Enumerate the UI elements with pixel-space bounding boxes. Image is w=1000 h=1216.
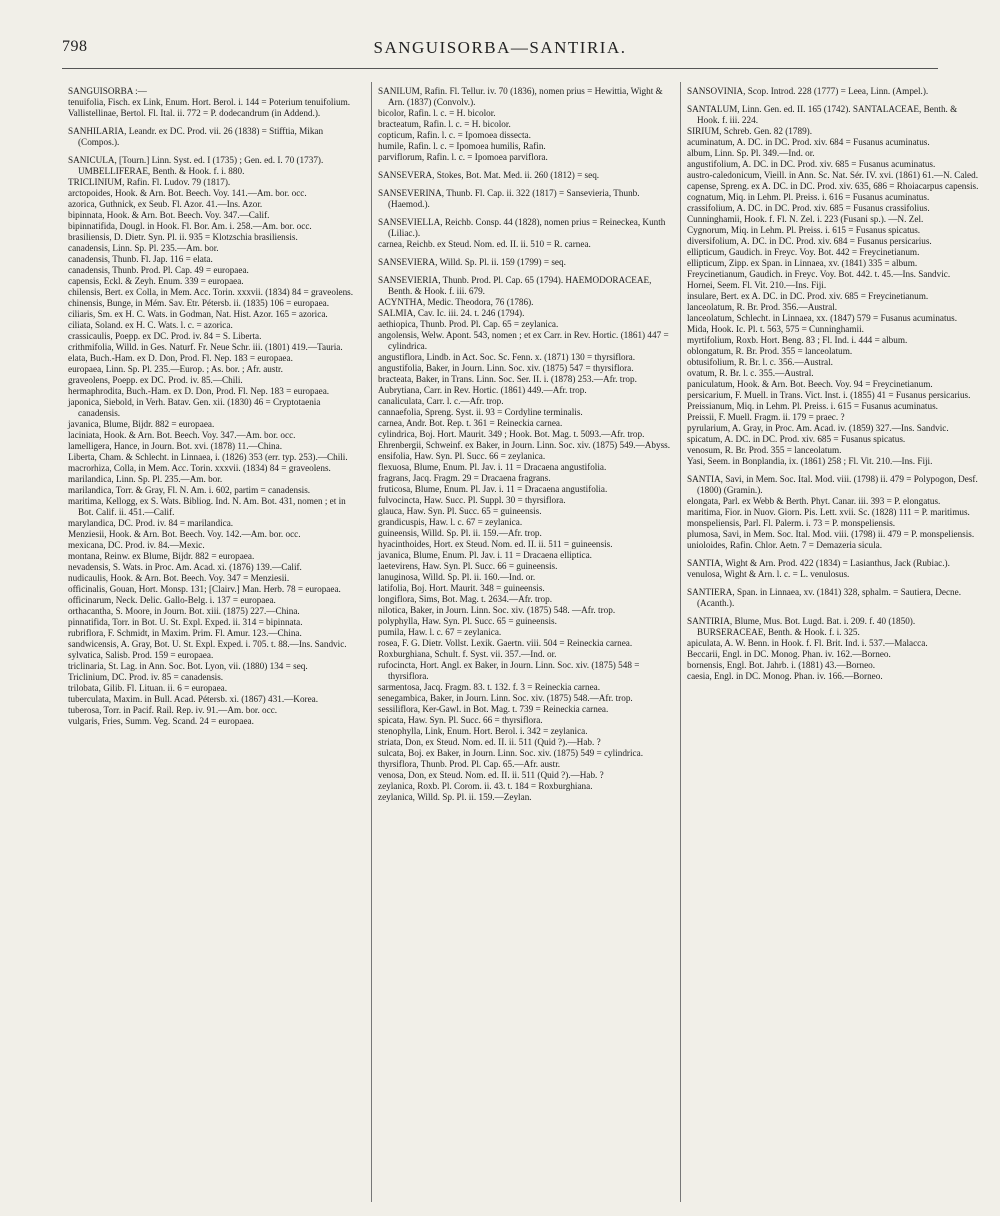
entry-line: diversifolium, A. DC. in DC. Prod. xiv. 684 = Fusanus persicarius. xyxy=(687,236,932,246)
entry-line: flexuosa, Blume, Enum. Pl. Jav. i. 11 = Dracaena angustifolia. xyxy=(378,462,607,472)
entry-line: SIRIUM, Schreb. Gen. 82 (1789). xyxy=(687,126,813,136)
entry-line: venulosa, Wight & Arn. l. c. = L. venulosus. xyxy=(687,569,850,579)
entry-line: austro-caledonicum, Vieill. in Ann. Sc. Nat. Sér. IV. xvi. (1861) 61.—N. Caled. xyxy=(687,170,979,180)
entry-line: canaliculata, Carr. l. c.—Afr. trop. xyxy=(378,396,504,406)
entry-line: Ehrenbergii, Schweinf. ex Baker, in Journ. Linn. Soc. xiv. (1875) 549.—Abyss. xyxy=(378,440,671,450)
entry-line: trilobata, Gilib. Fl. Lituan. ii. 6 = europaea. xyxy=(68,683,228,693)
entry-line: bracteata, Baker, in Trans. Linn. Soc. Ser. II. i. (1878) 253.—Afr. trop. xyxy=(378,374,637,384)
entry-line: cannaefolia, Spreng. Syst. ii. 93 = Cordyline terminalis. xyxy=(378,407,583,417)
entry-line: nudicaulis, Hook. & Arn. Bot. Beech. Voy. 347 = Menziesii. xyxy=(68,573,290,583)
entry-line: unioloides, Rafin. Chlor. Aetn. 7 = Demazeria sicula. xyxy=(687,540,883,550)
entry-line: fragrans, Jacq. Fragm. 29 = Dracaena fragrans. xyxy=(378,473,551,483)
entry-line: bornensis, Engl. Bot. Jahrb. i. (1881) 43.—Borneo. xyxy=(687,660,876,670)
entry-line: capensis, Eckl. & Zeyh. Enum. 339 = europaea. xyxy=(68,276,244,286)
entry-line: cognatum, Miq. in Lehm. Pl. Preiss. i. 616 = Fusanus acuminatus. xyxy=(687,192,930,202)
entry-line: Preissianum, Miq. in Lehm. Pl. Preiss. i. 615 = Fusanus acuminatus. xyxy=(687,401,938,411)
entry-line: thyrsiflora, Thunb. Prod. Pl. Cap. 65.—Afr. austr. xyxy=(378,759,561,769)
entry-line: pinnatifida, Torr. in Bot. U. St. Expl. Exped. ii. 314 = bipinnata. xyxy=(68,617,303,627)
entry-line: brasiliensis, D. Dietr. Syn. Pl. ii. 935 = Klotzschia brasiliensis. xyxy=(68,232,298,242)
entry-line: acuminatum, A. DC. in DC. Prod. xiv. 684 = Fusanus acuminatus. xyxy=(687,137,930,147)
column-middle xyxy=(371,82,680,1202)
page-number: 798 xyxy=(62,38,88,55)
entry-line: officinalis, Gouan, Hort. Monsp. 131; [Clairv.] Man. Herb. 78 = europaea. xyxy=(68,584,341,594)
entry-line: parviflorum, Rafin. l. c. = Ipomoea parviflora. xyxy=(378,152,548,162)
entry-line: ellipticum, Zipp. ex Span. in Linnaea, xv. (1841) 335 = album. xyxy=(687,258,918,268)
entry-line: zeylanica, Willd. Sp. Pl. ii. 159.—Zeylan. xyxy=(378,792,532,802)
entry-line: stenophylla, Link, Enum. Hort. Berol. i. 342 = zeylanica. xyxy=(378,726,588,736)
entry-line: crassicaulis, Poepp. ex DC. Prod. iv. 84 = S. Liberta. xyxy=(68,331,262,341)
entry-line: tuberosa, Torr. in Pacif. Rail. Rep. iv. 91.—Am. bor. occ. xyxy=(68,705,278,715)
entry-line: aethiopica, Thunb. Prod. Pl. Cap. 65 = zeylanica. xyxy=(378,319,559,329)
entry-line: cylindrica, Boj. Hort. Maurit. 349 ; Hook. Bot. Mag. t. 5093.—Afr. trop. xyxy=(378,429,645,439)
entry-line: ensifolia, Haw. Syn. Pl. Succ. 66 = zeylanica. xyxy=(378,451,546,461)
entry-line: ellipticum, Gaudich. in Freyc. Voy. Bot. 442 = Freycinetianum. xyxy=(687,247,920,257)
entry-line: javanica, Blume, Bijdr. 882 = europaea. xyxy=(68,419,215,429)
entry-line: elata, Buch.-Ham. ex D. Don, Prod. Fl. Nep. 183 = europaea. xyxy=(68,353,293,363)
entry-line: angustifolia, Baker, in Journ. Linn. Soc. xiv. (1875) 547 = thyrsiflora. xyxy=(378,363,634,373)
entry-line: carnea, Reichb. ex Steud. Nom. ed. II. ii. 510 = R. carnea. xyxy=(378,239,591,249)
entry-line: oblongatum, R. Br. Prod. 355 = lanceolatum. xyxy=(687,346,853,356)
entry-line: vulgaris, Fries, Summ. Veg. Scand. 24 = europaea. xyxy=(68,716,254,726)
entry-line: carnea, Andr. Bot. Rep. t. 361 = Reineckia carnea. xyxy=(378,418,563,428)
entry-line: SANICULA, [Tourn.] Linn. Syst. ed. I (1735) ; Gen. ed. I. 70 (1737). UMBELLIFERAE, Benth. & Hook. f. i. 880. xyxy=(68,155,324,176)
entry-line: sarmentosa, Jacq. Fragm. 83. t. 132. f. 3 = Reineckia carnea. xyxy=(378,682,601,692)
entry-line: Cunninghamii, Hook. f. Fl. N. Zel. i. 223 (Fusani sp.). —N. Zel. xyxy=(687,214,924,224)
entry-line: fulvocincta, Haw. Succ. Pl. Suppl. 30 = thyrsiflora. xyxy=(378,495,566,505)
entry-line: SANTIRIA, Blume, Mus. Bot. Lugd. Bat. i. 209. f. 40 (1850). BURSERACEAE, Benth. & Hook. f. i. 325. xyxy=(687,616,916,637)
entry-line: copticum, Rafin. l. c. = Ipomoea dissecta. xyxy=(378,130,531,140)
entry-line: plumosa, Savi, in Mem. Soc. Ital. Mod. viii. (1798) ii. 479 = P. monspeliensis. xyxy=(687,529,975,539)
entry-line: SANSEVIERIA, Thunb. Prod. Pl. Cap. 65 (1794). HAEMODORACEAE, Benth. & Hook. f. iii. 679. xyxy=(378,275,652,296)
entry-line: Preissii, F. Muell. Fragm. ii. 179 = praec. ? xyxy=(687,412,845,422)
entry-line: macrorhiza, Colla, in Mem. Acc. Torin. xxxvii. (1834) 84 = graveolens. xyxy=(68,463,331,473)
entry-line: SALMIA, Cav. Ic. iii. 24. t. 246 (1794). xyxy=(378,308,525,318)
entry-line: persicarium, F. Muell. in Trans. Vict. Inst. i. (1855) 41 = Fusanus persicarius. xyxy=(687,390,971,400)
entry-line: venosa, Don, ex Steud. Nom. ed. II. ii. 511 (Quid ?).—Hab. ? xyxy=(378,770,604,780)
entry-line: humile, Rafin. l. c. = Ipomoea humilis, Rafin. xyxy=(378,141,546,151)
entry-line: arctopoides, Hook. & Arn. Bot. Beech. Voy. 141.—Am. bor. occ. xyxy=(68,188,307,198)
entry-line: spicatum, A. DC. in DC. Prod. xiv. 685 = Fusanus spicatus. xyxy=(687,434,906,444)
entry-line: crithmifolia, Willd. in Ges. Naturf. Fr. Neue Schr. iii. (1801) 419.—Tauria. xyxy=(68,342,343,352)
entry-line: sandwicensis, A. Gray, Bot. U. St. Expl. Exped. i. 705. t. 88.—Ins. Sandvic. xyxy=(68,639,347,649)
entry-line: bicolor, Rafin. l. c. = H. bicolor. xyxy=(378,108,496,118)
entry-line: hermaphrodita, Buch.-Ham. ex D. Don, Prod. Fl. Nep. 183 = europaea. xyxy=(68,386,330,396)
entry-line: officinarum, Neck. Delic. Gallo-Belg. i. 137 = europaea. xyxy=(68,595,276,605)
entry-line: paniculatum, Hook. & Arn. Bot. Beech. Voy. 94 = Freycinetianum. xyxy=(687,379,933,389)
entry-line: SANHILARIA, Leandr. ex DC. Prod. vii. 26 (1838) = Stifftia, Mikan (Compos.). xyxy=(68,126,324,147)
entry-line: graveolens, Poepp. ex DC. Prod. iv. 85.—Chili. xyxy=(68,375,243,385)
entry-line: ciliata, Soland. ex H. C. Wats. l. c. = azorica. xyxy=(68,320,233,330)
entry-line: fruticosa, Blume, Enum. Pl. Jav. i. 11 = Dracaena angustifolia. xyxy=(378,484,608,494)
entry-line: maritima, Kellogg, ex S. Wats. Bibliog. Ind. N. Am. Bot. 431, nomen ; et in Bot. Calif. ii. 451.—Calif. xyxy=(68,496,346,517)
entry-line: sylvatica, Salisb. Prod. 159 = europaea. xyxy=(68,650,214,660)
entry-line: pyrularium, A. Gray, in Proc. Am. Acad. iv. (1859) 327.—Ins. Sandvic. xyxy=(687,423,949,433)
entry-line: marylandica, DC. Prod. iv. 84 = marilandica. xyxy=(68,518,234,528)
entry-line: marilandica, Linn. Sp. Pl. 235.—Am. bor. xyxy=(68,474,223,484)
entry-line: SANTIA, Savi, in Mem. Soc. Ital. Mod. viii. (1798) ii. 479 = Polypogon, Desf. (1800) (Gramin.). xyxy=(687,474,978,495)
column-right xyxy=(680,82,989,1202)
entry-line: lanceolatum, Schlecht. in Linnaea, xx. (1847) 579 = Fusanus acuminatus. xyxy=(687,313,958,323)
text-columns xyxy=(62,82,990,1202)
entry-line: azorica, Guthnick, ex Seub. Fl. Azor. 41.—Ins. Azor. xyxy=(68,199,263,209)
entry-line: hyacinthoides, Hort. ex Steud. Nom. ed. II. ii. 511 = guineensis. xyxy=(378,539,613,549)
entry-line: striata, Don, ex Steud. Nom. ed. II. ii. 511 (Quid ?).—Hab. ? xyxy=(378,737,601,747)
entry-line: bipinnatifida, Dougl. in Hook. Fl. Bor. Am. i. 258.—Am. bor. occ. xyxy=(68,221,312,231)
entry-line: Menziesii, Hook. & Arn. Bot. Beech. Voy. 142.—Am. bor. occ. xyxy=(68,529,301,539)
entry-line: montana, Reinw. ex Blume, Bijdr. 882 = europaea. xyxy=(68,551,255,561)
entry-line: angolensis, Welw. Apont. 543, nomen ; et ex Carr. in Rev. Hortic. (1861) 447 = cylindrica. xyxy=(378,330,669,351)
entry-line: guineensis, Willd. Sp. Pl. ii. 159.—Afr. trop. xyxy=(378,528,542,538)
entry-line: rubriflora, F. Schmidt, in Maxim. Prim. Fl. Amur. 123.—China. xyxy=(68,628,302,638)
entry-line: Vallistellinae, Bertol. Fl. Ital. ii. 772 = P. dodecandrum (in Addend.). xyxy=(68,108,321,118)
entry-line: triclinaria, St. Lag. in Ann. Soc. Bot. Lyon, vii. (1880) 134 = seq. xyxy=(68,661,308,671)
entry-line: Beccarii, Engl. in DC. Monog. Phan. iv. 162.—Borneo. xyxy=(687,649,891,659)
entry-line: laetevirens, Haw. Syn. Pl. Succ. 66 = guineensis. xyxy=(378,561,558,571)
entry-line: lanceolatum, R. Br. Prod. 356.—Austral. xyxy=(687,302,838,312)
entry-line: SANTIA, Wight & Arn. Prod. 422 (1834) = Lasianthus, Jack (Rubiac.). xyxy=(687,558,950,568)
entry-line: album, Linn. Sp. Pl. 349.—Ind. or. xyxy=(687,148,815,158)
entry-line: Roxburghiana, Schult. f. Syst. vii. 357.—Ind. or. xyxy=(378,649,557,659)
entry-line: maritima, Fior. in Nuov. Giorn. Pis. Lett. xvii. Sc. (1828) 111 = P. maritimus. xyxy=(687,507,970,517)
entry-line: angustiflora, Lindb. in Act. Soc. Sc. Fenn. x. (1871) 130 = thyrsiflora. xyxy=(378,352,636,362)
entry-line: pumila, Haw. l. c. 67 = zeylanica. xyxy=(378,627,502,637)
entry-line: apiculata, A. W. Benn. in Hook. f. Fl. Brit. Ind. i. 537.—Malacca. xyxy=(687,638,928,648)
entry-line: SANSEVIELLA, Reichb. Consp. 44 (1828), nomen prius = Reineckea, Kunth (Liliac.). xyxy=(378,217,666,238)
entry-line: Liberta, Cham. & Schlecht. in Linnaea, i. (1826) 353 (err. typ. 253).—Chili. xyxy=(68,452,348,462)
entry-line: Mida, Hook. Ic. Pl. t. 563, 575 = Cunninghamii. xyxy=(687,324,864,334)
entry-line: tenuifolia, Fisch. ex Link, Enum. Hort. Berol. i. 144 = Poterium tenuifolium. xyxy=(68,97,351,107)
entry-line: ovatum, R. Br. l. c. 355.—Austral. xyxy=(687,368,814,378)
entry-line: Cygnorum, Miq. in Lehm. Pl. Preiss. i. 615 = Fusanus spicatus. xyxy=(687,225,921,235)
entry-line: lanuginosa, Willd. Sp. Pl. ii. 160.—Ind. or. xyxy=(378,572,536,582)
entry-line: senegambica, Baker, in Journ. Linn. Soc. xiv. (1875) 548.—Afr. trop. xyxy=(378,693,633,703)
entry-line: japonica, Siebold, in Verh. Batav. Gen. xii. (1830) 46 = Cryptotaenia canadensis. xyxy=(68,397,321,418)
entry-line: monspeliensis, Parl. Fl. Palerm. i. 73 = P. monspeliensis. xyxy=(687,518,896,528)
entry-line: nevadensis, S. Wats. in Proc. Am. Acad. xi. (1876) 139.—Calif. xyxy=(68,562,302,572)
entry-line: capense, Spreng. ex A. DC. in DC. Prod. xiv. 635, 686 = Rhoiacarpus capensis. xyxy=(687,181,979,191)
entry-line: lamelligera, Hance, in Journ. Bot. xvi. (1878) 11.—China. xyxy=(68,441,282,451)
entry-line: polyphylla, Haw. Syn. Pl. Succ. 65 = guineensis. xyxy=(378,616,557,626)
entry-line: SANSEVERA, Stokes, Bot. Mat. Med. ii. 260 (1812) = seq. xyxy=(378,170,600,180)
entry-line: ciliaris, Sm. ex H. C. Wats. in Godman, Nat. Hist. Azor. 165 = azorica. xyxy=(68,309,328,319)
entry-line: Freycinetianum, Gaudich. in Freyc. Voy. Bot. 442. t. 45.—Ins. Sandvic. xyxy=(687,269,951,279)
page-title: SANGUISORBA—SANTIRIA. xyxy=(373,38,627,57)
entry-line: Aubrytiana, Carr. in Rev. Hortic. (1861) 449.—Afr. trop. xyxy=(378,385,587,395)
entry-line: glauca, Haw. Syn. Pl. Succ. 65 = guineensis. xyxy=(378,506,542,516)
entry-line: rosea, F. G. Dietr. Vollst. Lexik. Gaertn. viii. 504 = Reineckia carnea. xyxy=(378,638,633,648)
entry-line: SANSOVINIA, Scop. Introd. 228 (1777) = Leea, Linn. (Ampel.). xyxy=(687,86,929,96)
entry-line: crassifolium, A. DC. in DC. Prod. xiv. 685 = Fusanus crassifolius. xyxy=(687,203,930,213)
entry-line: Hornei, Seem. Fl. Vit. 210.—Ins. Fiji. xyxy=(687,280,827,290)
entry-line: latifolia, Boj. Hort. Maurit. 348 = guineensis. xyxy=(378,583,545,593)
entry-line: SANSEVERINA, Thunb. Fl. Cap. ii. 322 (1817) = Sansevieria, Thunb. (Haemod.). xyxy=(378,188,640,209)
entry-line: SANSEVIERA, Willd. Sp. Pl. ii. 159 (1799) = seq. xyxy=(378,257,566,267)
entry-line: longiflora, Sims, Bot. Mag. t. 2634.—Afr. trop. xyxy=(378,594,553,604)
entry-line: SANTALUM, Linn. Gen. ed. II. 165 (1742). SANTALACEAE, Benth. & Hook. f. iii. 224. xyxy=(687,104,958,125)
entry-line: Yasi, Seem. in Bonplandia, ix. (1861) 258 ; Fl. Vit. 210.—Ins. Fiji. xyxy=(687,456,933,466)
entry-line: angustifolium, A. DC. in DC. Prod. xiv. 685 = Fusanus acuminatus. xyxy=(687,159,936,169)
entry-line: caesia, Engl. in DC. Monog. Phan. iv. 166.—Borneo. xyxy=(687,671,883,681)
entry-line: nilotica, Baker, in Journ. Linn. Soc. xiv. (1875) 548. —Afr. trop. xyxy=(378,605,616,615)
entry-line: insulare, Bert. ex A. DC. in DC. Prod. xiv. 685 = Freycinetianum. xyxy=(687,291,929,301)
entry-line: sessiliflora, Ker-Gawl. in Bot. Mag. t. 739 = Reineckia carnea. xyxy=(378,704,609,714)
entry-line: myrtifolium, Roxb. Hort. Beng. 83 ; Fl. Ind. i. 444 = album. xyxy=(687,335,908,345)
entry-line: venosum, R. Br. Prod. 355 = lanceolatum. xyxy=(687,445,842,455)
entry-line: canadensis, Thunb. Fl. Jap. 116 = elata. xyxy=(68,254,213,264)
entry-line: bipinnata, Hook. & Arn. Bot. Beech. Voy. 347.—Calif. xyxy=(68,210,270,220)
entry-line: zeylanica, Roxb. Pl. Corom. ii. 43. t. 184 = Roxburghiana. xyxy=(378,781,593,791)
entry-line: ACYNTHA, Medic. Theodora, 76 (1786). xyxy=(378,297,534,307)
entry-line: orthacantha, S. Moore, in Journ. Bot. xiii. (1875) 227.—China. xyxy=(68,606,300,616)
entry-line: chilensis, Bert. ex Colla, in Mem. Acc. Torin. xxxvii. (1834) 84 = graveolens. xyxy=(68,287,354,297)
entry-line: mexicana, DC. Prod. iv. 84.—Mexic. xyxy=(68,540,205,550)
entry-line: chinensis, Bunge, in Mém. Sav. Etr. Pétersb. ii. (1835) 106 = europaea. xyxy=(68,298,330,308)
entry-line: obtusifolium, R. Br. l. c. 356.—Austral. xyxy=(687,357,833,367)
entry-line: tuberculata, Maxim. in Bull. Acad. Pétersb. xi. (1867) 431.—Korea. xyxy=(68,694,319,704)
entry-line: elongata, Parl. ex Webb & Berth. Phyt. Canar. iii. 393 = P. elongatus. xyxy=(687,496,941,506)
entry-line: Triclinium, DC. Prod. iv. 85 = canadensis. xyxy=(68,672,224,682)
entry-line: europaea, Linn. Sp. Pl. 235.—Europ. ; As. bor. ; Afr. austr. xyxy=(68,364,283,374)
column-left xyxy=(62,82,371,1202)
entry-line: SANTIERA, Span. in Linnaea, xv. (1841) 328, sphalm. = Sautiera, Decne. (Acanth.). xyxy=(687,587,962,608)
entry-line: canadensis, Thunb. Prod. Pl. Cap. 49 = europaea. xyxy=(68,265,249,275)
entry-line: SANILUM, Rafin. Fl. Tellur. iv. 70 (1836), nomen prius = Hewittia, Wight & Arn. (1837) (Convolv.). xyxy=(378,86,663,107)
entry-line: grandicuspis, Haw. l. c. 67 = zeylanica. xyxy=(378,517,523,527)
entry-line: rufocincta, Hort. Angl. ex Baker, in Journ. Linn. Soc. xiv. (1875) 548 = thyrsiflora. xyxy=(378,660,640,681)
entry-line: spicata, Haw. Syn. Pl. Succ. 66 = thyrsiflora. xyxy=(378,715,543,725)
entry-line: TRICLINIUM, Rafin. Fl. Ludov. 79 (1817). xyxy=(68,177,231,187)
entry-line: SANGUISORBA :— xyxy=(68,86,147,96)
entry-line: sulcata, Boj. ex Baker, in Journ. Linn. Soc. xiv. (1875) 549 = cylindrica. xyxy=(378,748,643,758)
entry-line: marilandica, Torr. & Gray, Fl. N. Am. i. 602, partim = canadensis. xyxy=(68,485,311,495)
entry-line: javanica, Blume, Enum. Pl. Jav. i. 11 = Dracaena elliptica. xyxy=(378,550,592,560)
entry-line: laciniata, Hook. & Arn. Bot. Beech. Voy. 347.—Am. bor. occ. xyxy=(68,430,296,440)
entry-line: bracteatum, Rafin. l. c. = H. bicolor. xyxy=(378,119,511,129)
header-rule xyxy=(62,68,938,69)
running-head xyxy=(62,38,938,62)
entry-line: canadensis, Linn. Sp. Pl. 235.—Am. bor. xyxy=(68,243,219,253)
